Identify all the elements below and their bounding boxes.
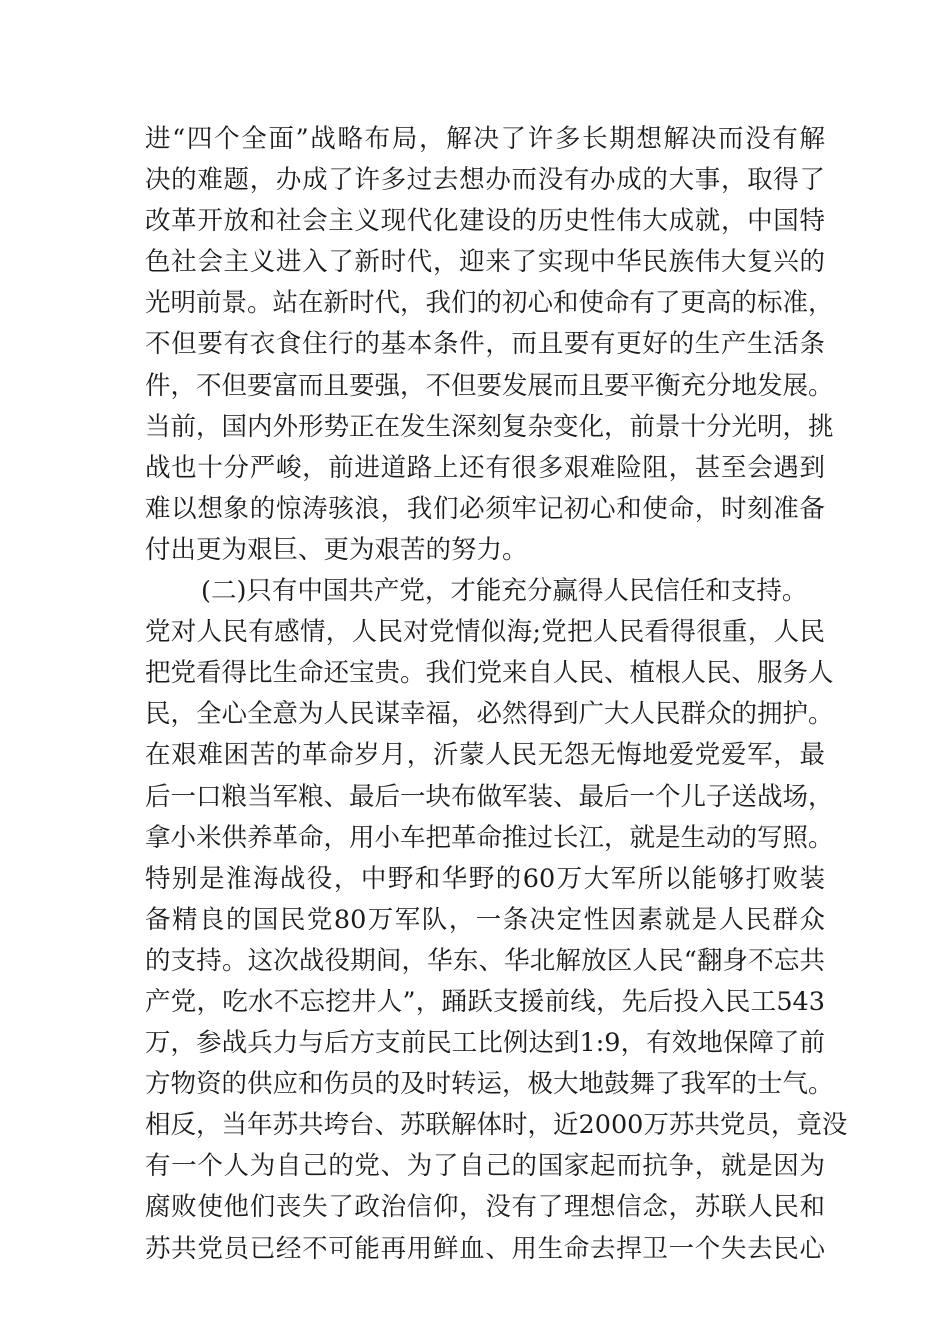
text-line: 特别是淮海战役，中野和华野的60万大军所以能够打败装 <box>145 863 825 894</box>
text-line: 把党看得比生命还宝贵。我们党来自人民、植根人民、服务人 <box>145 658 834 689</box>
text-line: 万，参战兵力与后方支前民工比例达到1:9，有效地保障了前 <box>145 1028 825 1059</box>
text-line: 决的难题，办成了许多过去想办而没有办成的大事，取得了 <box>145 165 825 196</box>
text-line: 光明前景。站在新时代，我们的初心和使命有了更高的标准， <box>145 288 834 319</box>
text-line: 改革开放和社会主义现代化建设的历史性伟大成就，中国特 <box>145 206 825 237</box>
text-line: 难以想象的惊涛骇浪，我们必须牢记初心和使命，时刻准备 <box>145 493 825 524</box>
text-line: 后一口粮当军粮、最后一块布做军装、最后一个儿子送战场， <box>145 781 834 812</box>
text-line: 产党，吃水不忘挖井人”，踊跃支援前线，先后投入民工543 <box>145 986 825 1017</box>
body-text <box>145 119 848 1270</box>
text-line: 当前，国内外形势正在发生深刻复杂变化，前景十分光明，挑 <box>145 411 834 442</box>
text-line: 方物资的供应和伤员的及时转运，极大地鼓舞了我军的士气。 <box>145 1069 834 1100</box>
text-line: 有一个人为自己的党、为了自己的国家起而抗争，就是因为 <box>145 1151 825 1182</box>
text-line: 相反，当年苏共垮台、苏联解体时，近2000万苏共党员，竟没 <box>145 1110 848 1141</box>
text-line: 件，不但要富而且要强，不但要发展而且要平衡充分地发展。 <box>145 370 834 401</box>
text-line: 的支持。这次战役期间，华东、华北解放区人民“翻身不忘共 <box>145 945 825 976</box>
text-line: 色社会主义进入了新时代，迎来了实现中华民族伟大复兴的 <box>145 247 825 278</box>
text-line: 腐败使他们丧失了政治信仰，没有了理想信念，苏联人民和 <box>145 1192 825 1223</box>
text-line: 战也十分严峻，前进道路上还有很多艰难险阻，甚至会遇到 <box>145 452 825 483</box>
section-heading-line: (二)只有中国共产党，才能充分赢得人民信任和支持。 <box>201 576 808 607</box>
text-line: 民，全心全意为人民谋幸福，必然得到广大人民群众的拥护。 <box>145 699 834 730</box>
text-line: 进“四个全面”战略布局，解决了许多长期想解决而没有解 <box>145 124 825 154</box>
text-line: 在艰难困苦的革命岁月，沂蒙人民无怨无悔地爱党爱军，最 <box>145 740 825 771</box>
text-line: 苏共党员已经不可能再用鲜血、用生命去捍卫一个失去民心 <box>145 1233 825 1264</box>
text-line: 备精良的国民党80万军队，一条决定性因素就是人民群众 <box>145 904 825 935</box>
text-line: 拿小米供养革命，用小车把革命推过长江，就是生动的写照。 <box>145 822 834 853</box>
paragraph-end-line: 付出更为艰巨、更为艰苦的努力。 <box>145 534 528 565</box>
text-line: 党对人民有感情，人民对党情似海;党把人民看得很重，人民 <box>145 617 825 648</box>
text-line: 不但要有衣食住行的基本条件，而且要有更好的生产生活条 <box>145 329 825 360</box>
